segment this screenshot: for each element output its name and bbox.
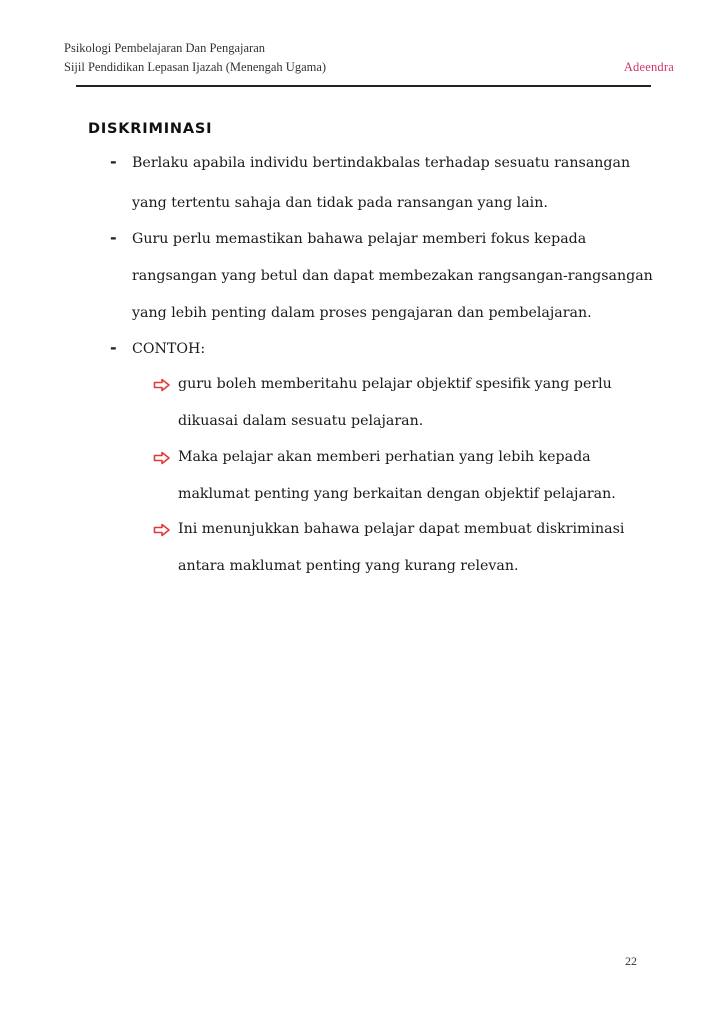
bullet-marker: - [110,152,117,171]
right-arrow-outline-icon [153,378,171,392]
bullet-text-line: Berlaku apabila individu bertindakbalas terhadap sesuatu ransangan [132,155,631,171]
header-program-title: Sijil Pendidikan Lepasan Ijazah (Menengah Ugama) [64,60,327,74]
example-text-line: dikuasai dalam sesuatu pelajaran. [178,413,424,429]
page-header [64,40,676,84]
example-text-line: guru boleh memberitahu pelajar objektif spesifik yang perlu [178,376,612,392]
section-title: DISKRIMINASI [88,121,213,137]
header-course-title: Psikologi Pembelajaran Dan Pengajaran [64,41,265,55]
right-arrow-outline-icon [153,523,171,537]
bullet-text-line: CONTOH: [132,341,206,357]
header-author: Adeendra [623,60,674,74]
example-text-line: Maka pelajar akan memberi perhatian yang lebih kepada [178,449,591,465]
bullet-text-line: rangsangan yang betul dan dapat membezakan rangsangan-rangsangan [132,268,653,284]
example-text-line: antara maklumat penting yang kurang relevan. [178,558,519,574]
bullet-text-line: Guru perlu memastikan bahawa pelajar memberi fokus kepada [132,231,587,247]
bullet-text-line: yang tertentu sahaja dan tidak pada ransangan yang lain. [132,195,548,211]
page-number: 22 [625,954,637,968]
bullet-marker: - [110,228,117,247]
example-text-line: Ini menunjukkan bahawa pelajar dapat membuat diskriminasi [178,521,625,537]
header-divider [76,85,651,87]
bullet-text-line: yang lebih penting dalam proses pengajaran dan pembelajaran. [132,305,592,321]
bullet-marker: - [110,338,117,357]
example-text-line: maklumat penting yang berkaitan dengan objektif pelajaran. [178,486,616,502]
right-arrow-outline-icon [153,451,171,465]
